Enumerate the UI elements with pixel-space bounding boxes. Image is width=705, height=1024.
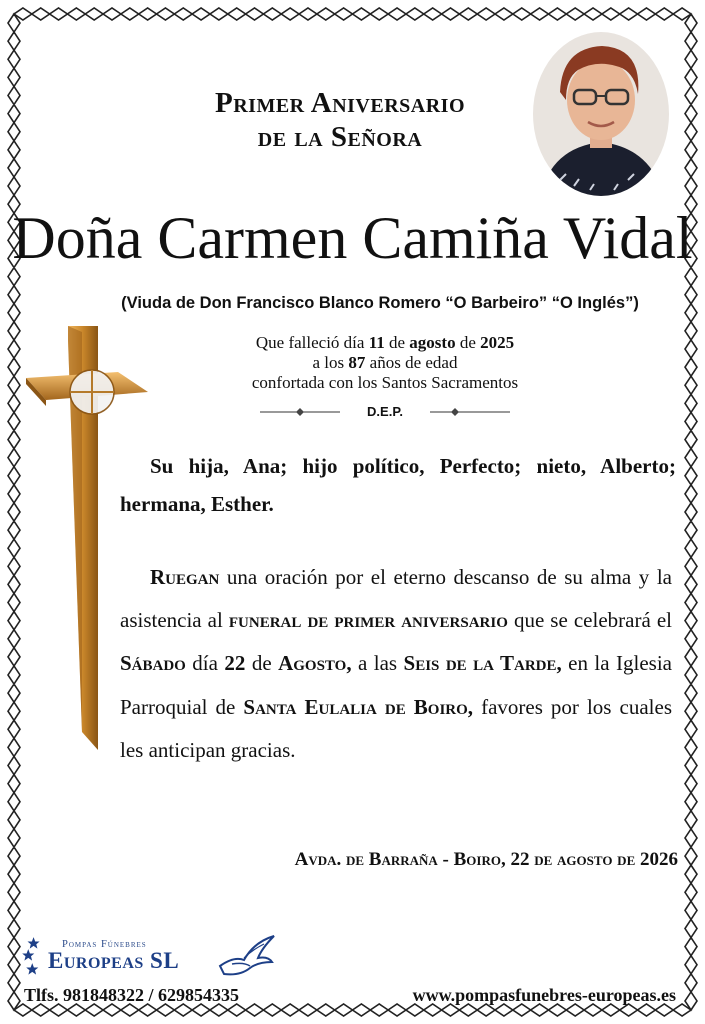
family-text: Su hija, Ana; hijo político, Perfecto; nieto, Alberto; hermana, Esther. [120,454,676,516]
death-de-2: de [459,333,476,352]
phone-numbers: Tlfs. 981848322 / 629854335 [24,985,240,1005]
age-prefix: a los [312,353,345,372]
deceased-name: Doña Carmen Camiña Vidal [12,205,693,271]
service-day: 22 [224,651,246,676]
death-prefix: Que falleció día [255,333,365,352]
day-of-week: Sábado [120,651,186,676]
request-text-5: a las [351,651,404,676]
funeral-phrase: funeral de primer aniversario [228,608,508,633]
service-month: Agosto, [278,651,352,676]
logo-title: Europeas SL [48,948,180,973]
request-paragraph [120,556,672,772]
request-text-7: favores por los cuales les anticipan gracias. [120,694,672,762]
sacraments-line: confortada con los Santos Sacramentos [251,373,519,392]
death-date-line [170,333,600,353]
death-de-1: de [389,333,406,352]
age-suffix: años de edad [369,353,458,372]
border-segment [685,14,697,1010]
portrait-photo [530,30,672,198]
death-month: agosto [409,333,456,352]
ruegan-word: Ruegan [150,565,220,589]
heading-line-2: de la Señora [257,121,423,153]
age-line [170,353,600,373]
death-year: 2025 [480,333,515,352]
border-segment [8,14,20,1010]
widow-note: (Viuda de Don Francisco Blanco Romero “O Barbeiro” “O Inglés”) [121,294,639,312]
logo-subtitle: Pompas Fúnebres [62,939,147,950]
dep-text: D.E.P. [367,404,403,419]
request-text-1: una oración por el eterno descanso de su alma y la asistencia al [120,565,672,633]
service-time: Seis de la Tarde, [403,651,562,676]
request-text-4: de [245,651,279,676]
dep-divider [250,400,520,424]
church-name: Santa Eulalia de Boiro, [243,694,474,719]
border-segment [14,8,691,20]
heading-line-1: Primer Aniversario [215,87,465,119]
age-value: 87 [348,353,366,372]
death-day: 11 [368,333,385,352]
place-date: Avda. de Barraña - Boiro, 22 de agosto de 2026 [294,849,678,870]
request-text-3: día [185,651,225,676]
request-text-2: que se celebrará el [507,608,672,633]
anniversary-heading [180,86,500,154]
website-link[interactable]: www.pompasfunebres-europeas.es [412,985,676,1005]
request-text-6: en la Iglesia Parroquial de [120,651,673,719]
family-paragraph [120,447,676,523]
death-details [170,333,600,393]
dove-logo-icon [214,932,278,980]
